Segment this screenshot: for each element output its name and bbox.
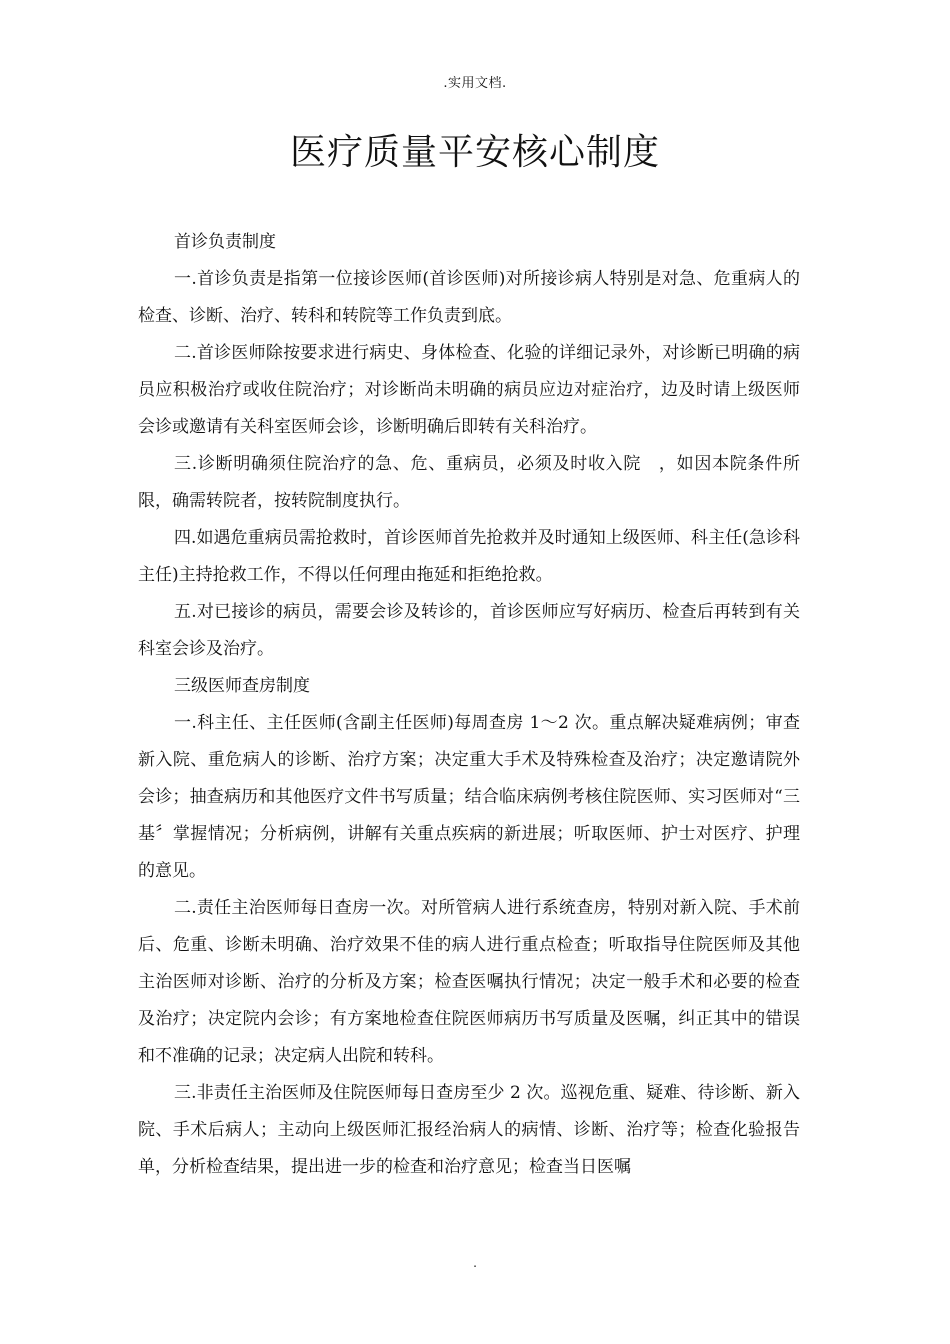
paragraph: 一.科主任、主任医师(含副主任医师)每周查房 1～2 次。重点解决疑难病例；审查新入院、重危病人的诊断、治疗方案；决定重大手术及特殊检查及治疗；决定邀请院外会诊；抽查病历和其他医疗文件书写质量；结合临床病例考核住院医师、实习医师对“三基〞掌握情况；分析病例，讲解有关重点疾病的新进展；听取医师、护士对医疗、护理的意见。 bbox=[138, 713, 800, 881]
page-footer: . bbox=[473, 1256, 477, 1270]
paragraph: 三.非责任主治医师及住院医师每日查房至少 2 次。巡视危重、疑难、待诊断、新入院、手术后病人；主动向上级医师汇报经治病人的病情、诊断、治疗等；检查化验报告单，分析检查结果，提出进一步的检查和治疗意见；检查当日医嘱 bbox=[138, 1083, 800, 1177]
document-body bbox=[138, 224, 800, 1186]
paragraph: 一.首诊负责是指第一位接诊医师(首诊医师)对所接诊病人特别是对急、危重病人的检查、诊断、治疗、转科和转院等工作负责到底。 bbox=[138, 269, 800, 326]
paragraph: 二.责任主治医师每日查房一次。对所管病人进行系统查房，特别对新入院、手术前后、危重、诊断未明确、治疗效果不佳的病人进行重点检查；听取指导住院医师及其他主治医师对诊断、治疗的分析及方案；检查医嘱执行情况；决定一般手术和必要的检查及治疗；决定院内会诊；有方案地检查住院医师病历书写质量及医嘱，纠正其中的错误和不准确的记录；决定病人出院和转科。 bbox=[138, 898, 800, 1066]
paragraph: 二.首诊医师除按要求进行病史、身体检查、化验的详细记录外，对诊断已明确的病员应积极治疗或收住院治疗；对诊断尚未明确的病员应边对症治疗，边及时请上级医师会诊或邀请有关科室医师会诊，诊断明确后即转有关科治疗。 bbox=[138, 343, 800, 437]
section-title: 三级医师查房制度 bbox=[174, 676, 310, 696]
document-title: 医疗质量平安核心制度 bbox=[289, 132, 660, 173]
section-title: 首诊负责制度 bbox=[174, 232, 276, 252]
paragraph: 五.对已接诊的病员，需要会诊及转诊的，首诊医师应写好病历、检查后再转到有关科室会诊及治疗。 bbox=[138, 602, 800, 659]
paragraph: 四.如遇危重病员需抢救时，首诊医师首先抢救并及时通知上级医师、科主任(急诊科主任)主持抢救工作，不得以任何理由拖延和拒绝抢救。 bbox=[138, 528, 800, 585]
paragraph: 三.诊断明确须住院治疗的急、危、重病员，必须及时收入院 ，如因本院条件所限，确需转院者，按转院制度执行。 bbox=[138, 454, 800, 511]
page-header: .实用文档. bbox=[443, 76, 507, 91]
